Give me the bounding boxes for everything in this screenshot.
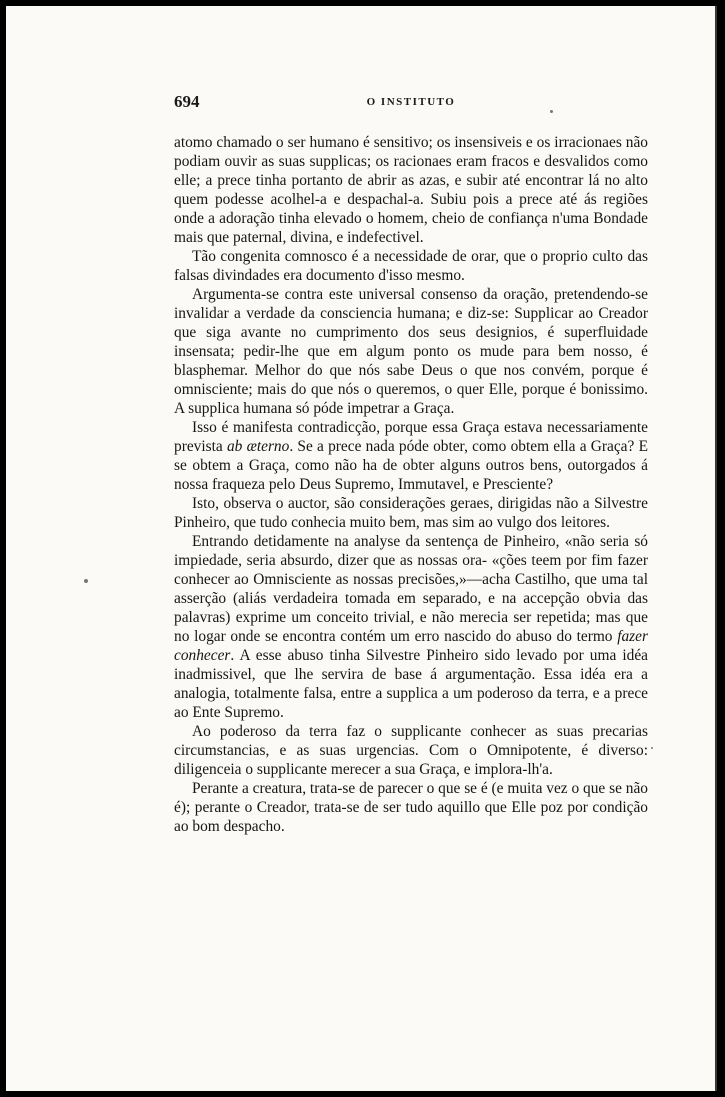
page-number: 694: [174, 92, 200, 111]
text-run: Isso é manifesta contradicção, porque essa Graça estava necessariamente prevista: [174, 419, 648, 455]
book-page: [6, 6, 717, 1091]
text-run: atomo chamado o ser humano é sensitivo; os insensiveis e os irracionaes não podiam ouvir as suas supplicas; os racionaes eram fracos e desvalidos como elle; a prece tinha portanto de abrir as azas, e subir até encontrar lá no alto quem podesse acolhel-a e despachal-a. Subiu pois a prece até ás regiões onde a adoração tinha elevado o homem, cheio de confiança n'uma Bondade mais que paternal, divina, e indefectivel.: [174, 134, 648, 246]
paragraph: [174, 494, 648, 532]
italic-phrase: fazer conhecer: [174, 628, 648, 664]
print-speck: [550, 110, 553, 113]
paragraph: [174, 285, 648, 418]
text-run: Ao poderoso da terra faz o supplicante conhecer as suas precarias circumstancias, e as suas urgencias. Com o Omnipotente, é diverso: diligenceia o supplicante merecer a sua Graça, e implora-lh'a.: [174, 723, 648, 778]
italic-phrase: ab æterno: [226, 438, 290, 455]
paragraph: [174, 722, 648, 779]
paragraph: [174, 247, 648, 285]
running-title: O INSTITUTO: [366, 96, 456, 108]
paragraph: [174, 532, 648, 722]
text-run: . A esse abuso tinha Silvestre Pinheiro sido levado por uma idéa inadmissivel, que lhe servira de base á argumentação. Essa idéa era a analogia, totalmente falsa, entre a supplica a um poderoso da terra, e a prece ao Ente Supremo.: [174, 647, 648, 721]
text-run: Isto, observa o auctor, são considerações geraes, dirigidas não a Silvestre Pinheiro, que tudo conhecia muito bem, mas sim ao vulgo dos leitores.: [174, 495, 648, 531]
print-speck: [84, 579, 88, 583]
text-run: Argumenta-se contra este universal consenso da oração, pretendendo-se invalidar a verdade da consciencia humana; e diz-se: Supplicar ao Creador que siga avante no cumprimento dos seus designios, é superfluidade insensata; pedir-lhe que em algum ponto os mude para bem nosso, é blasphemar. Melhor do que nós sabe Deus o que nos convém, porque é omnisciente; mais do que nós o queremos, o quer Elle, porque é bonissimo. A supplica humana só póde impetrar a Graça.: [174, 286, 648, 417]
page-header: [174, 94, 648, 114]
text-run: . Se a prece nada póde obter, como obtem ella a Graça? E se obtem a Graça, como não ha de obter alguns outros bens, outorgados á nossa fraqueza pelo Deus Supremo, Immutavel, e Presciente?: [174, 438, 648, 493]
paragraph: [174, 779, 648, 836]
text-run: Perante a creatura, trata-se de parecer o que se é (e muita vez o que se não é); perante o Creador, trata-se de ser tudo aquillo que Elle poz por condição ao bom despacho.: [174, 780, 648, 835]
paragraph: [174, 133, 648, 247]
body-text: [174, 133, 648, 836]
print-speck: [651, 747, 653, 749]
text-run: Tão congenita comnosco é a necessidade de orar, que o proprio culto das falsas divindades era documento d'isso mesmo.: [174, 248, 648, 284]
paragraph: [174, 418, 648, 494]
text-run: Entrando detidamente na analyse da sentença de Pinheiro, «não seria só impiedade, seria absurdo, dizer que as nossas ora- «ções teem por fim fazer conhecer ao Omnisciente as nossas precisões,»—acha Castilho, que uma tal asserção (aliás verdadeira tomada em separado, e na accepção obvia das palavras) exprime um conceito trivial, e não merecia ser repetida; mas que no logar onde se encontra contém um erro nascido do abuso do termo: [174, 533, 648, 645]
